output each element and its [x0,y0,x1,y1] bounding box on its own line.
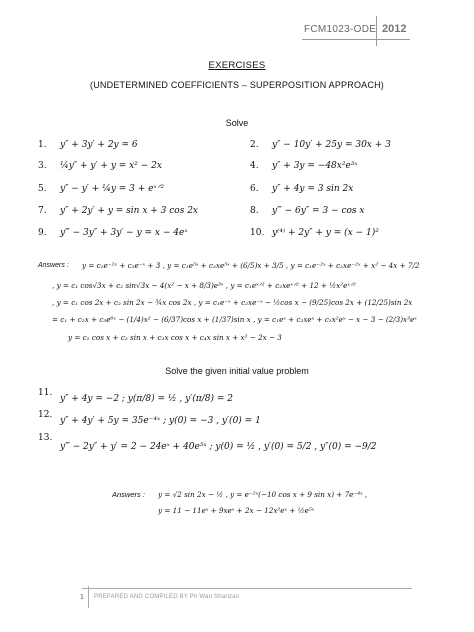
problem-number: 5. [38,184,47,194]
problem-equation: y″ + 3y′ + 2y = 6 [60,140,138,150]
answers-label: Answers : [112,490,145,499]
answer-line-7: y = 11 − 11eˣ + 9xeˣ + 2x − 12x²eˣ + ½e⁵ˣ [158,506,315,515]
problem-number: 8. [250,206,259,216]
problem-number: 2. [250,140,259,150]
problem-6 [250,184,353,194]
problem-number: 13. [38,433,53,443]
answer-line-1: y = c₁e⁻²ˣ + c₂e⁻ˣ + 3 , y = c₁e⁵ˣ + c₂xe⁵ˣ + (6/5)x + 3/5 , y = c₁e⁻²ˣ + c₂xe⁻²ˣ + x² − 4x + 7/2 [82,261,420,270]
problem-equation: y″ + 2y′ + y = sin x + 3 cos 2x [60,206,198,216]
problem-equation: y″ − y′ + ¼y = 3 + eˣᐟ² [60,184,165,194]
problem-equation: y″ + 4y = 3 sin 2x [272,184,354,194]
header-year: 2012 [382,23,407,35]
answer-line-4: = c₁ + c₂x + c₃e⁶ˣ − (1/4)x² − (6/37)cos x + (1/37)sin x , y = c₁eˣ + c₂xeˣ + c₃x²eˣ − x − 3 − (2/3)x³eˣ [52,315,417,324]
answer-line-2: , y = c₁ cos√3x + c₂ sin√3x − 4(x² − x + 8/3)e³ˣ , y = c₁eˣᐟ² + c₂xeˣᐟ² + 12 + ½x²eˣᐟ² [52,281,356,290]
problem-7 [38,206,198,216]
answers-label: Answers : [38,262,69,269]
problem-equation: ¼y″ + y′ + y = x² − 2x [60,161,162,171]
problem-number: 12. [38,410,53,420]
problem-5 [38,184,164,194]
footer-divider-horizontal [82,588,412,589]
course-code: FCM1023-ODE [304,24,377,35]
problem-12-equation: y″ + 4y′ + 5y = 35e⁻⁴ˣ ; y(0) = −3 , y′(0) = 1 [60,416,261,426]
problem-8 [250,206,364,216]
page-number: 1 [80,594,84,601]
problem-13-equation: y‴ − 2y″ + y′ = 2 − 24eˣ + 40e⁵ˣ ; y(0) = ½ , y′(0) = 5/2 , y″(0) = −9/2 [60,442,377,452]
footer-divider-vertical [88,586,89,608]
problem-number: 1. [38,140,47,150]
answer-line-3: , y = c₁ cos 2x + c₂ sin 2x − ¾x cos 2x , y = c₁e⁻ˣ + c₂xe⁻ˣ − ½cos x − (9/25)cos 2x + (12/25)sin 2x [52,298,413,307]
problem-equation: y⁽⁴⁾ + 2y″ + y = (x − 1)² [272,228,379,238]
problem-10 [250,228,379,238]
problem-equation: y″ + 3y = −48x²e³ˣ [272,161,358,171]
problem-equation: y‴ − 3y″ + 3y′ − y = x − 4eˣ [60,228,188,238]
problem-number: 3. [38,161,47,171]
problem-4 [250,161,358,171]
problem-1 [38,140,138,150]
problem-number: 4. [250,161,259,171]
problem-number: 10. [250,228,265,238]
page-title: EXERCISES [208,60,266,71]
problem-number: 7. [38,206,47,216]
problem-9 [38,228,188,238]
page-subtitle: (UNDETERMINED COEFFICIENTS – SUPERPOSITION APPROACH) [90,80,384,90]
problem-11-equation: y″ + 4y = −2 ; y(π/8) = ½ , y′(π/8) = 2 [60,394,233,404]
problem-2 [250,140,391,150]
section2-instruction: Solve the given initial value problem [165,366,309,376]
problem-3 [38,161,162,171]
problem-number: 6. [250,184,259,194]
answer-line-5: y = c₁ cos x + c₂ sin x + c₃x cos x + c₄x sin x + x² − 2x − 3 [68,333,282,342]
problem-equation: y″ − 10y′ + 25y = 30x + 3 [272,140,391,150]
problem-number: 11. [38,388,53,398]
answer-line-6: y = √2 sin 2x − ½ , y = e⁻²ˣ(−10 cos x + 9 sin x) + 7e⁻⁴ˣ , [158,490,368,499]
problem-equation: y‴ − 6y″ = 3 − cos x [272,206,365,216]
problem-number: 9. [38,228,47,238]
footer-text: PREPARED AND COMPILED BY Pn Wan Sharizan [94,594,240,600]
header-divider-horizontal [302,39,410,40]
section1-instruction: Solve [225,118,249,128]
